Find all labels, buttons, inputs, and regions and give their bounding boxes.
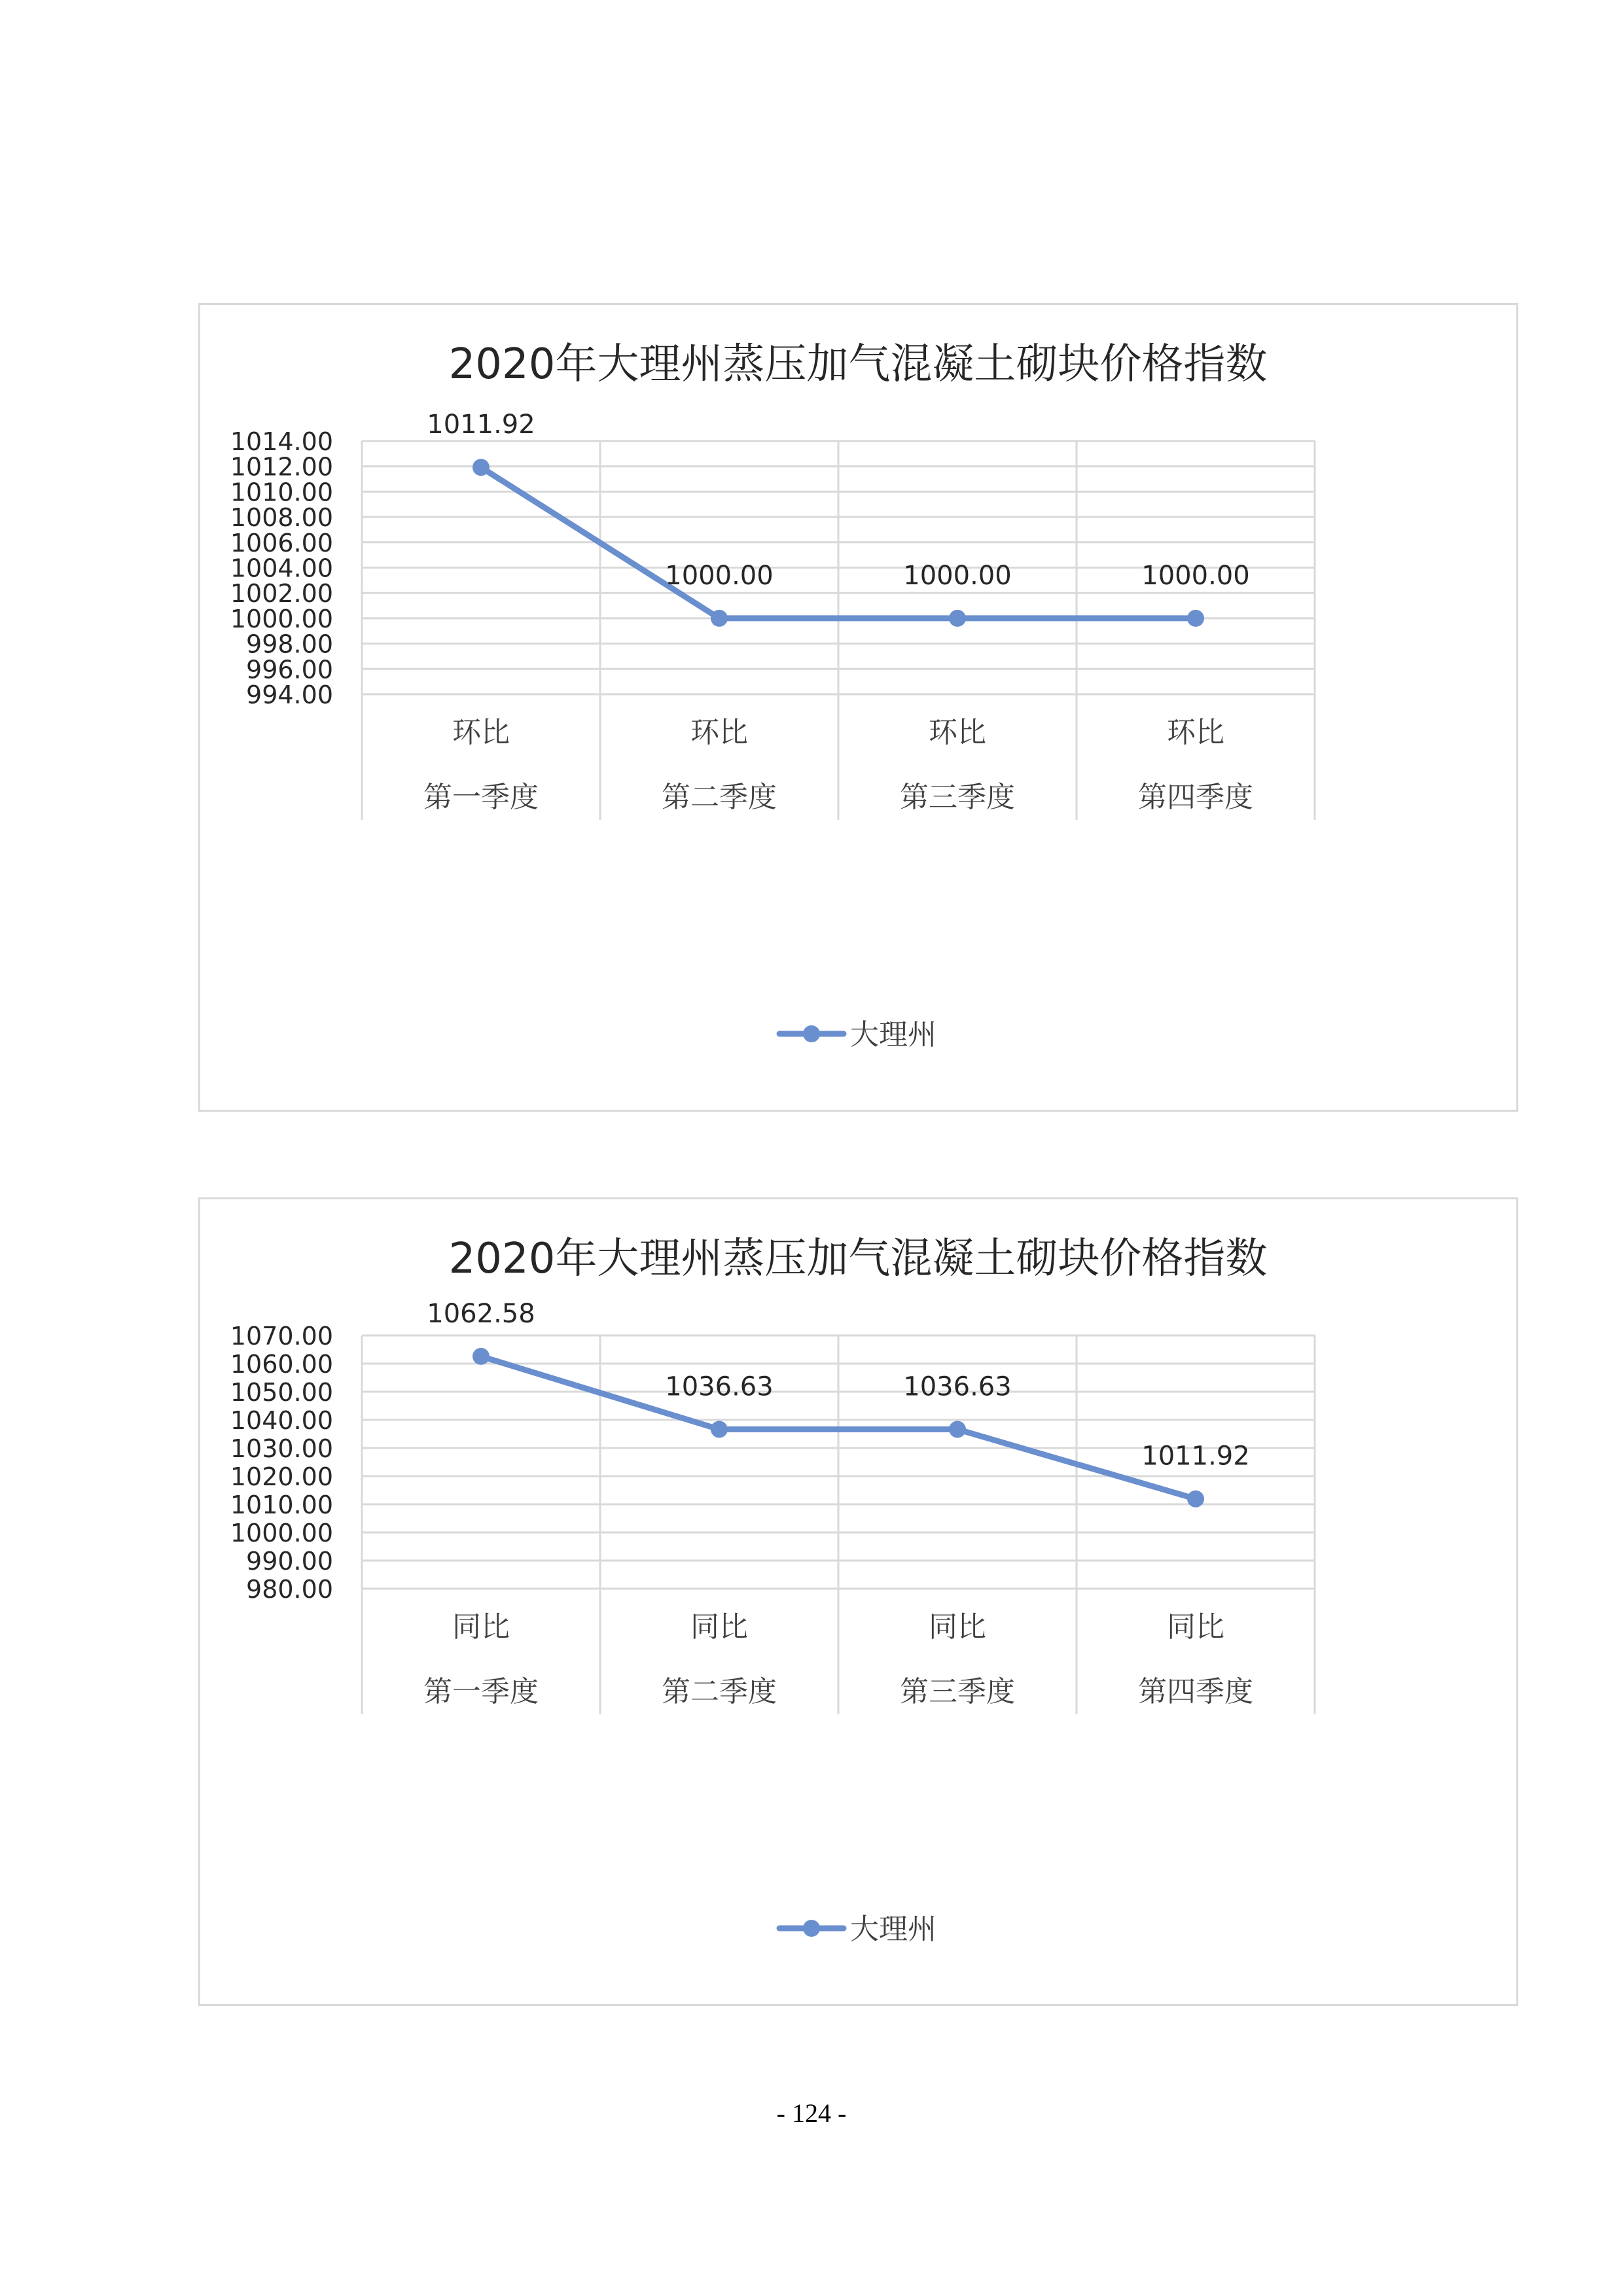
chart-yoy-data-label: 1011.92 [1141, 1441, 1250, 1472]
chart-yoy-ytick-label: 1050.00 [230, 1378, 333, 1407]
chart-yoy-legend-marker [803, 1920, 820, 1937]
chart-qoq-ytick-label: 996.00 [246, 655, 333, 684]
chart-yoy-legend-label: 大理州 [850, 1913, 936, 1946]
chart-qoq-category-label-1: 环比 [690, 716, 748, 749]
chart-qoq-category-label-2: 第三季度 [900, 781, 1015, 814]
chart-yoy-category-label-2: 第一季度 [423, 1675, 539, 1708]
chart-qoq-ytick-label: 1014.00 [230, 427, 333, 456]
chart-qoq-category-label-1: 环比 [1167, 716, 1224, 749]
chart-qoq-legend-marker [803, 1025, 820, 1042]
chart-yoy-ytick-label: 1020.00 [230, 1462, 333, 1491]
chart-yoy-point [473, 1348, 490, 1365]
chart-yoy-ytick-label: 1030.00 [230, 1434, 333, 1463]
chart-yoy-category-label-1: 同比 [452, 1610, 510, 1644]
chart-qoq [198, 303, 1518, 1112]
chart-yoy-data-label: 1036.63 [903, 1371, 1012, 1402]
chart-qoq-ytick-label: 998.00 [246, 629, 333, 659]
chart-qoq-ytick-label: 1006.00 [230, 528, 333, 557]
chart-qoq-title: 2020年大理州蒸压加气混凝土砌块价格指数 [448, 340, 1268, 389]
chart-qoq-point [1187, 610, 1204, 627]
chart-qoq-data-label: 1000.00 [1141, 560, 1250, 591]
chart-yoy-ytick-label: 1060.00 [230, 1350, 333, 1379]
chart-yoy-svg [200, 1199, 1516, 2004]
chart-qoq-point [473, 459, 490, 476]
chart-qoq-category-label-2: 第二季度 [662, 781, 777, 814]
chart-qoq-point [711, 610, 728, 627]
chart-qoq-ytick-label: 994.00 [246, 680, 333, 709]
chart-qoq-ytick-label: 1010.00 [230, 478, 333, 507]
chart-yoy-category-label-1: 同比 [1167, 1610, 1224, 1644]
chart-yoy-ytick-label: 1010.00 [230, 1491, 333, 1519]
chart-qoq-ytick-label: 1012.00 [230, 452, 333, 482]
chart-yoy-ytick-label: 980.00 [246, 1575, 333, 1604]
chart-qoq-svg [200, 305, 1516, 1110]
chart-yoy-title: 2020年大理州蒸压加气混凝土砌块价格指数 [448, 1235, 1268, 1283]
chart-qoq-data-label: 1000.00 [903, 560, 1012, 591]
chart-yoy-ytick-label: 1000.00 [230, 1519, 333, 1547]
chart-yoy-ytick-label: 1070.00 [230, 1322, 333, 1351]
chart-yoy-data-label: 1062.58 [427, 1298, 535, 1329]
chart-qoq-data-label: 1011.92 [427, 410, 535, 440]
chart-yoy-data-label: 1036.63 [665, 1371, 774, 1402]
chart-yoy [198, 1197, 1518, 2006]
chart-qoq-point [949, 610, 966, 627]
chart-qoq-data-label: 1000.00 [665, 560, 774, 591]
chart-yoy-category-label-1: 同比 [690, 1610, 748, 1644]
chart-qoq-ytick-label: 1000.00 [230, 604, 333, 633]
chart-yoy-point [1187, 1491, 1204, 1508]
chart-qoq-ytick-label: 1008.00 [230, 503, 333, 533]
chart-yoy-category-label-2: 第二季度 [662, 1675, 777, 1708]
page-number: - 124 - [776, 2098, 847, 2128]
chart-yoy-point [711, 1421, 728, 1438]
chart-yoy-category-label-2: 第四季度 [1138, 1675, 1253, 1708]
chart-qoq-legend-label: 大理州 [850, 1018, 936, 1051]
chart-qoq-ytick-label: 1004.00 [230, 554, 333, 583]
chart-qoq-ytick-label: 1002.00 [230, 579, 333, 609]
chart-yoy-ytick-label: 1040.00 [230, 1406, 333, 1435]
chart-yoy-category-label-2: 第三季度 [900, 1675, 1015, 1708]
chart-qoq-category-label-1: 环比 [929, 716, 986, 749]
chart-qoq-category-label-2: 第一季度 [423, 781, 539, 814]
chart-yoy-ytick-label: 990.00 [246, 1547, 333, 1576]
chart-qoq-category-label-2: 第四季度 [1138, 781, 1253, 814]
chart-yoy-category-label-1: 同比 [929, 1610, 986, 1644]
chart-qoq-category-label-1: 环比 [452, 716, 510, 749]
chart-yoy-point [949, 1421, 966, 1438]
